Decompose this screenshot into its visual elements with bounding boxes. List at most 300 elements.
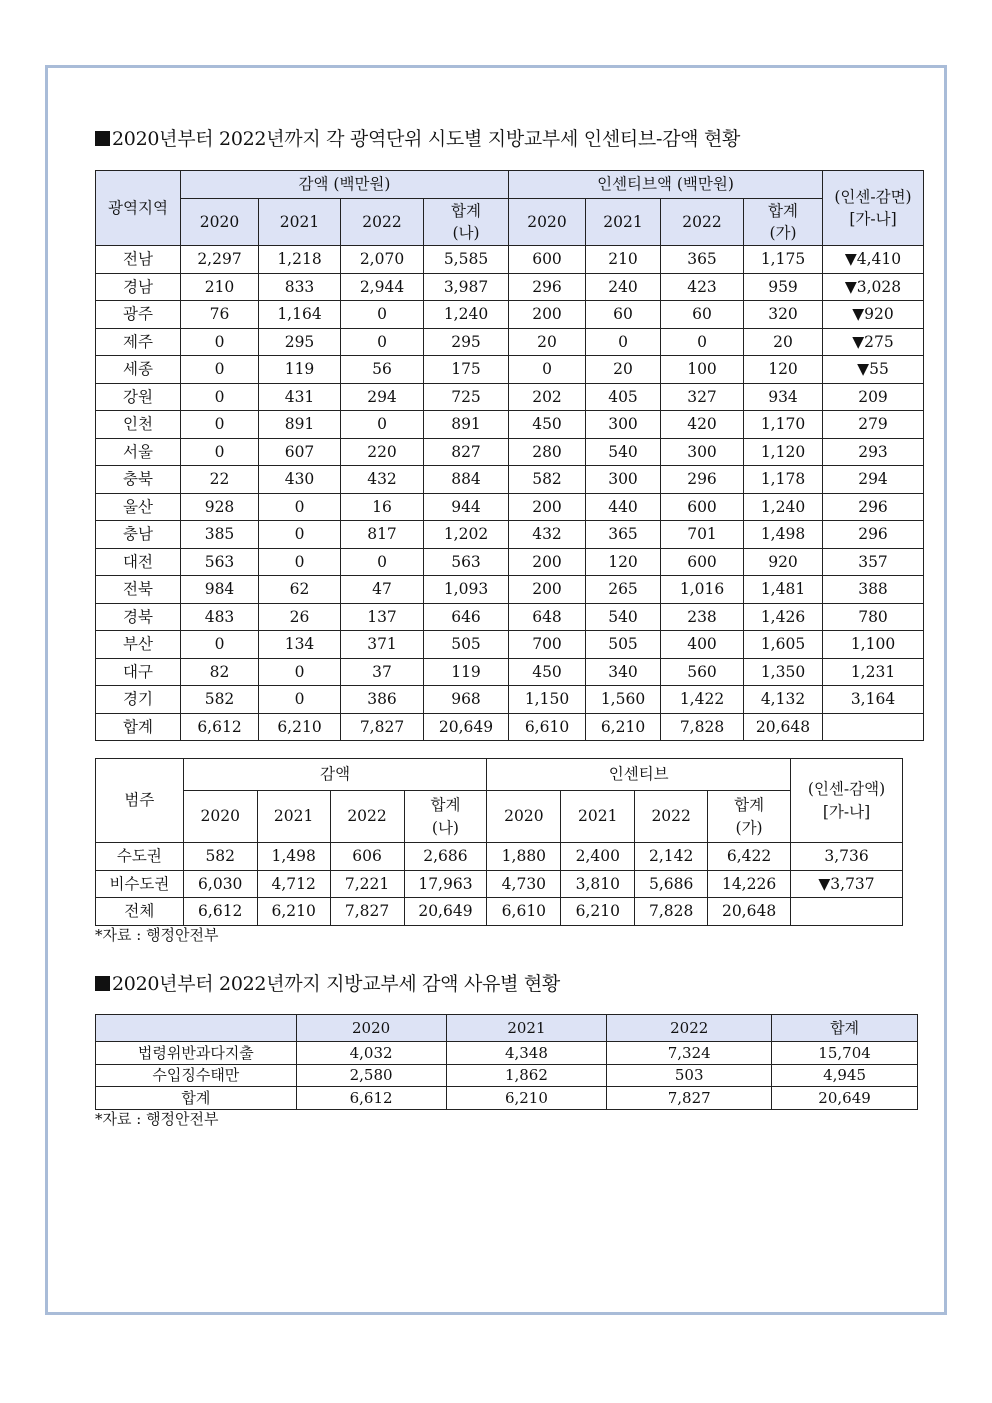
table-body (96, 843, 903, 926)
cell: 1,498 (744, 521, 823, 549)
cell: 0 (341, 301, 424, 329)
cell: 6,610 (487, 898, 561, 926)
row-label: 전체 (96, 898, 184, 926)
cell: 600 (509, 246, 586, 274)
column-header: 합계 (772, 1015, 918, 1042)
cell: 20 (744, 328, 823, 356)
year-header: 2022 (661, 199, 744, 246)
cell: 3,164 (823, 686, 924, 714)
incentive-cut-by-category-table (95, 758, 903, 926)
cell: 934 (744, 383, 823, 411)
cell: 944 (424, 493, 509, 521)
row-label: 수도권 (96, 843, 184, 871)
cell: 400 (661, 631, 744, 659)
cell: 60 (661, 301, 744, 329)
cell: 296 (509, 273, 586, 301)
table-row (96, 466, 924, 494)
cell: 582 (181, 686, 259, 714)
cell: 7,828 (661, 713, 744, 741)
cell: 540 (586, 603, 661, 631)
table-row (96, 843, 903, 871)
cell: 2,580 (296, 1064, 446, 1087)
cell: 20,648 (744, 713, 823, 741)
cell: 20 (509, 328, 586, 356)
cell: 725 (424, 383, 509, 411)
cell: 483 (181, 603, 259, 631)
cell: 884 (424, 466, 509, 494)
cell: 432 (341, 466, 424, 494)
cell: ▼55 (823, 356, 924, 384)
cell: 1,862 (446, 1064, 607, 1087)
source-note: *자료 : 행정안전부 (95, 1110, 219, 1128)
cell: 0 (341, 411, 424, 439)
cell: 420 (661, 411, 744, 439)
cell: 137 (341, 603, 424, 631)
cell: 47 (341, 576, 424, 604)
incentive-header: 인센티브 (487, 759, 791, 791)
cell: 16 (341, 493, 424, 521)
row-label: 경북 (96, 603, 181, 631)
cell: 4,032 (296, 1042, 446, 1065)
table-row (96, 411, 924, 439)
cell: 1,231 (823, 658, 924, 686)
total-label: 합계 (430, 796, 461, 815)
cell: 6,210 (259, 713, 341, 741)
cell: 503 (607, 1064, 772, 1087)
table-body (96, 246, 924, 741)
cell: 0 (259, 548, 341, 576)
cell: 1,170 (744, 411, 823, 439)
cell: 0 (259, 521, 341, 549)
cell: 701 (661, 521, 744, 549)
row-label: 세종 (96, 356, 181, 384)
cell: 300 (586, 411, 661, 439)
diff-header (823, 171, 924, 246)
cell: 6,210 (561, 898, 635, 926)
cell: 560 (661, 658, 744, 686)
cell: 4,945 (772, 1064, 918, 1087)
cell: 505 (424, 631, 509, 659)
cell: 357 (823, 548, 924, 576)
cell: 582 (183, 843, 257, 871)
cell: 20,649 (424, 713, 509, 741)
cell: 200 (509, 548, 586, 576)
table-row (96, 603, 924, 631)
cell: 7,827 (341, 713, 424, 741)
table-row (96, 246, 924, 274)
cell: 450 (509, 658, 586, 686)
table-row (96, 273, 924, 301)
diff-header (791, 759, 903, 843)
cell: 968 (424, 686, 509, 714)
cell: 1,202 (424, 521, 509, 549)
cell: 6,610 (509, 713, 586, 741)
cell: 928 (181, 493, 259, 521)
square-bullet-icon (95, 976, 110, 991)
total-label: 합계 (734, 796, 765, 815)
cell: 1,016 (661, 576, 744, 604)
diff-header-line2: [가-나] (849, 210, 897, 228)
table-row (96, 383, 924, 411)
cell: 37 (341, 658, 424, 686)
cell: 3,987 (424, 273, 509, 301)
cell: 56 (341, 356, 424, 384)
title-text: 2020년부터 2022년까지 지방교부세 감액 사유별 현황 (112, 973, 560, 995)
cell: 296 (823, 493, 924, 521)
cell: 295 (424, 328, 509, 356)
cell: 6,422 (708, 843, 791, 871)
table-row (96, 576, 924, 604)
cell: 279 (823, 411, 924, 439)
cell: 1,178 (744, 466, 823, 494)
row-label: 광주 (96, 301, 181, 329)
cut-header: 감액 (백만원) (181, 171, 509, 199)
row-label: 경기 (96, 686, 181, 714)
table-row (96, 438, 924, 466)
cell: 423 (661, 273, 744, 301)
incentive-header: 인센티브액 (백만원) (509, 171, 823, 199)
cell: 6,030 (183, 870, 257, 898)
row-label: 서울 (96, 438, 181, 466)
source-note: *자료 : 행정안전부 (95, 926, 219, 944)
row-label: 합계 (96, 1087, 297, 1110)
cell: 1,164 (259, 301, 341, 329)
total-sub: (가) (735, 818, 763, 837)
table-body (96, 1015, 918, 1110)
year-header: 2022 (330, 791, 404, 843)
cell: 2,686 (404, 843, 487, 871)
cell: 240 (586, 273, 661, 301)
cell: 0 (259, 493, 341, 521)
cell: 984 (181, 576, 259, 604)
cell: 365 (661, 246, 744, 274)
cell: 833 (259, 273, 341, 301)
cell: 386 (341, 686, 424, 714)
cell: 582 (509, 466, 586, 494)
cell: 134 (259, 631, 341, 659)
cell: 7,324 (607, 1042, 772, 1065)
cell: 120 (586, 548, 661, 576)
cell: 959 (744, 273, 823, 301)
column-header: 2022 (607, 1015, 772, 1042)
cell: 7,221 (330, 870, 404, 898)
row-label: 울산 (96, 493, 181, 521)
cell: 2,070 (341, 246, 424, 274)
year-header: 2020 (509, 199, 586, 246)
year-header: 2021 (586, 199, 661, 246)
cell: 62 (259, 576, 341, 604)
cell: 6,612 (181, 713, 259, 741)
cell: 296 (823, 521, 924, 549)
cell: 7,828 (635, 898, 708, 926)
cell: 780 (823, 603, 924, 631)
row-label: 대구 (96, 658, 181, 686)
section-title-1 (95, 124, 740, 151)
cut-header: 감액 (183, 759, 487, 791)
table-row (96, 328, 924, 356)
year-header: 2020 (183, 791, 257, 843)
table-row (96, 1064, 918, 1087)
cell: 2,297 (181, 246, 259, 274)
cell: 0 (586, 328, 661, 356)
cell: 20,649 (772, 1087, 918, 1110)
cut-by-reason-table (95, 1014, 918, 1110)
cell: 1,880 (487, 843, 561, 871)
cell: 300 (661, 438, 744, 466)
cell: 4,712 (257, 870, 330, 898)
cell (791, 898, 903, 926)
cell: 0 (181, 383, 259, 411)
table-row (96, 686, 924, 714)
cell: 700 (509, 631, 586, 659)
year-header: 2020 (487, 791, 561, 843)
cell: 1,150 (509, 686, 586, 714)
cell: 540 (586, 438, 661, 466)
row-label: 전북 (96, 576, 181, 604)
cell: 891 (259, 411, 341, 439)
row-label: 충북 (96, 466, 181, 494)
cell: 280 (509, 438, 586, 466)
cell: 6,612 (183, 898, 257, 926)
cell: 430 (259, 466, 341, 494)
cell: 3,736 (791, 843, 903, 871)
cell: 891 (424, 411, 509, 439)
cell: 1,240 (744, 493, 823, 521)
row-label: 대전 (96, 548, 181, 576)
total-sub: (나) (431, 818, 459, 837)
cell: 1,175 (744, 246, 823, 274)
year-header: 2022 (635, 791, 708, 843)
cell: 293 (823, 438, 924, 466)
cell: 563 (181, 548, 259, 576)
cell: 6,612 (296, 1087, 446, 1110)
cell: 210 (586, 246, 661, 274)
cell: 432 (509, 521, 586, 549)
square-bullet-icon (95, 131, 110, 146)
cell: 175 (424, 356, 509, 384)
cell: 76 (181, 301, 259, 329)
cell: 2,400 (561, 843, 635, 871)
cell: 1,498 (257, 843, 330, 871)
cell: 440 (586, 493, 661, 521)
cell: 6,210 (586, 713, 661, 741)
cell: 1,093 (424, 576, 509, 604)
cell: 385 (181, 521, 259, 549)
cell: 327 (661, 383, 744, 411)
cell: 202 (509, 383, 586, 411)
year-header: 2021 (257, 791, 330, 843)
table-row (96, 521, 924, 549)
total-sub: (가) (769, 224, 797, 242)
cell: 1,422 (661, 686, 744, 714)
row-label: 인천 (96, 411, 181, 439)
table-row (96, 658, 924, 686)
cell: 119 (424, 658, 509, 686)
cell: 0 (181, 356, 259, 384)
section-title-2 (95, 969, 560, 996)
cell: 6,210 (446, 1087, 607, 1110)
cell: 1,218 (259, 246, 341, 274)
cell: 371 (341, 631, 424, 659)
cell: 1,605 (744, 631, 823, 659)
cell: 646 (424, 603, 509, 631)
table-row (96, 631, 924, 659)
cell: 17,963 (404, 870, 487, 898)
cell: 210 (181, 273, 259, 301)
cell: 22 (181, 466, 259, 494)
cell: ▼920 (823, 301, 924, 329)
cell: 0 (341, 328, 424, 356)
cell: 1,350 (744, 658, 823, 686)
cell: 600 (661, 493, 744, 521)
year-header: 2021 (561, 791, 635, 843)
cell: 200 (509, 493, 586, 521)
cell: 14,226 (708, 870, 791, 898)
cell: 119 (259, 356, 341, 384)
row-label: 수입징수태만 (96, 1064, 297, 1087)
cell: 0 (259, 686, 341, 714)
year-header: 2022 (341, 199, 424, 246)
cell: 4,730 (487, 870, 561, 898)
row-label: 법령위반과다지출 (96, 1042, 297, 1065)
diff-header-line1: (인센-감액) (807, 780, 886, 799)
year-header: 2020 (181, 199, 259, 246)
cell: 20 (586, 356, 661, 384)
cell: 7,827 (607, 1087, 772, 1110)
cell: ▼3,737 (791, 870, 903, 898)
cell: 3,810 (561, 870, 635, 898)
cell: 431 (259, 383, 341, 411)
cell: 20,648 (708, 898, 791, 926)
cell: 20,649 (404, 898, 487, 926)
cell: 2,944 (341, 273, 424, 301)
cell: 4,132 (744, 686, 823, 714)
table-row (96, 301, 924, 329)
cell: 0 (661, 328, 744, 356)
cell: 5,686 (635, 870, 708, 898)
cell: 600 (661, 548, 744, 576)
table-row (96, 1087, 918, 1110)
cell: 295 (259, 328, 341, 356)
cell: 220 (341, 438, 424, 466)
column-header: 2020 (296, 1015, 446, 1042)
cell: 365 (586, 521, 661, 549)
cell: 209 (823, 383, 924, 411)
cell: 0 (509, 356, 586, 384)
cell: 296 (661, 466, 744, 494)
inc-total-header (744, 199, 823, 246)
cell: 60 (586, 301, 661, 329)
cell: 1,426 (744, 603, 823, 631)
diff-header-line2: [가-나] (822, 802, 871, 821)
cell: ▼3,028 (823, 273, 924, 301)
cell: 817 (341, 521, 424, 549)
cell: ▼4,410 (823, 246, 924, 274)
incentive-cut-by-region-table (95, 170, 924, 741)
cell: 300 (586, 466, 661, 494)
cell: 388 (823, 576, 924, 604)
column-header: 2021 (446, 1015, 607, 1042)
table-row (96, 493, 924, 521)
row-label: 전남 (96, 246, 181, 274)
cell: 920 (744, 548, 823, 576)
row-label: 충남 (96, 521, 181, 549)
cell: 1,481 (744, 576, 823, 604)
cell: 15,704 (772, 1042, 918, 1065)
cell: 7,827 (330, 898, 404, 926)
cell: 0 (181, 438, 259, 466)
cell: 120 (744, 356, 823, 384)
title-text: 2020년부터 2022년까지 각 광역단위 시도별 지방교부세 인센티브-감액 현황 (112, 128, 741, 150)
cell: 0 (181, 411, 259, 439)
total-label: 합계 (451, 201, 481, 220)
cell: 0 (181, 631, 259, 659)
cell: 405 (586, 383, 661, 411)
cell: 340 (586, 658, 661, 686)
row-label: 부산 (96, 631, 181, 659)
cell: 82 (181, 658, 259, 686)
cell: 648 (509, 603, 586, 631)
table-row (96, 1042, 918, 1065)
cut-total-header (404, 791, 487, 843)
cell: 5,585 (424, 246, 509, 274)
table-row (96, 898, 903, 926)
total-sub: (나) (452, 224, 480, 242)
year-header: 2021 (259, 199, 341, 246)
table-row (96, 356, 924, 384)
cell: 294 (341, 383, 424, 411)
cell: 26 (259, 603, 341, 631)
cell: 0 (341, 548, 424, 576)
header-row (96, 1015, 918, 1042)
cell: 2,142 (635, 843, 708, 871)
cell: 100 (661, 356, 744, 384)
cell: 1,240 (424, 301, 509, 329)
category-header: 범주 (96, 759, 184, 843)
row-label: 경남 (96, 273, 181, 301)
cell: 238 (661, 603, 744, 631)
cell: 1,120 (744, 438, 823, 466)
diff-header-line1: (인센-감면) (834, 187, 912, 206)
row-label: 강원 (96, 383, 181, 411)
cell: 563 (424, 548, 509, 576)
table-row (96, 870, 903, 898)
table-row (96, 713, 924, 741)
row-label: 제주 (96, 328, 181, 356)
row-label: 합계 (96, 713, 181, 741)
table-row (96, 548, 924, 576)
cell: 294 (823, 466, 924, 494)
cell: 4,348 (446, 1042, 607, 1065)
cell: 6,210 (257, 898, 330, 926)
cell: ▼275 (823, 328, 924, 356)
cut-total-header (424, 199, 509, 246)
cell: 320 (744, 301, 823, 329)
cell: 505 (586, 631, 661, 659)
cell: 200 (509, 301, 586, 329)
cell: 450 (509, 411, 586, 439)
cell: 200 (509, 576, 586, 604)
cell (823, 713, 924, 741)
cell: 1,560 (586, 686, 661, 714)
cell: 607 (259, 438, 341, 466)
cell: 0 (259, 658, 341, 686)
inc-total-header (708, 791, 791, 843)
column-header (96, 1015, 297, 1042)
region-header: 광역지역 (96, 171, 181, 246)
cell: 1,100 (823, 631, 924, 659)
cell: 827 (424, 438, 509, 466)
